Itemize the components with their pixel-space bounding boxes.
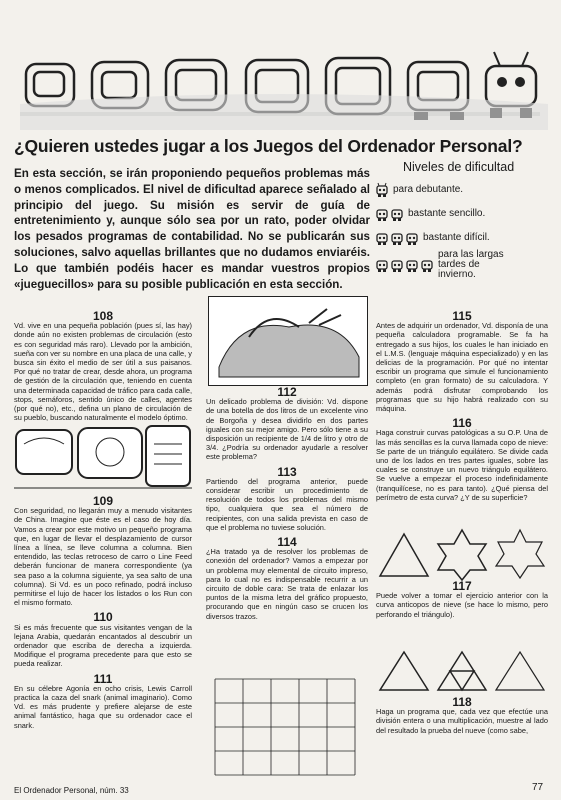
robot-icon-group: [375, 206, 404, 222]
problem-number: 117: [452, 579, 472, 593]
snowflake-figures: [376, 522, 548, 582]
page-title: ¿Quieren ustedes jugar a los Juegos del Ordenador Personal?: [14, 136, 523, 156]
column-left: [14, 309, 192, 423]
robot-icon: [390, 206, 404, 222]
problem-110-text: Si es más frecuente que sus visitantes vengan de la lejana Arabia, quedarán encantados al descubrir un ordenador que escriba de derecha a izquierda. Modifique el programa precedente para que esto se pueda realizar.: [14, 622, 192, 669]
problem-number: 116: [452, 416, 472, 431]
anti-snowflake-figures: [376, 648, 548, 694]
robot-icon: [390, 257, 404, 273]
problem-109-text: Con seguridad, no llegarán muy a menudo visitantes de China. Imagine que éste es el caso de hoy día. Vamos a crear por este motivo un pequeño programa que, en lugar de llevar el desplazamiento de cursor línea a línea, se lleve columna a columna. Bien entendido, las teclas retroceso de carro o Line Feed deberán funcionar de manera correspondiente (ya sea paso a la columna siguiente, ya sea salto de una columna). Si Vd. es un poco refinado, podrá incluso permitirse el lujo de hacer los listados o los Run con el mismo formato.: [14, 506, 192, 608]
intro-paragraph: En esta sección, se irán proponiendo pequeños problemas más o menos complicados. El nivel de dificultad aparece señalado al principio del juego. Su misión es servir de guía de entretenimiento y, aunque sólo sea por un rato, poder olvidar los pesados programas de contabilidad. No se publicarán sus soluciones, salvo aquellas brillantes que no dudamos enviaréis. Lo que también podéis hacer es mandar vuestros propios «jueguecillos» para su posible publicación en esta sección.: [14, 167, 370, 291]
robot-icon: [375, 206, 389, 222]
levels-title: Niveles de dificultad: [403, 160, 515, 174]
column-middle: [206, 385, 368, 621]
bull-illustration: [208, 296, 368, 386]
cartoon-illustration: [14, 424, 192, 494]
level-label: para las largas tardes de invierno.: [438, 249, 504, 280]
level-3: [375, 226, 550, 250]
footer-magazine: El Ordenador Personal, núm. 33: [14, 786, 129, 795]
level-4: [375, 250, 550, 280]
robot-icon-group: [375, 230, 419, 246]
robot-icon: [375, 257, 389, 273]
problem-number: 113: [277, 464, 297, 479]
computer-evolution-banner: [20, 44, 548, 130]
page-footer: [0, 782, 561, 800]
problem-number: 112: [277, 385, 297, 399]
level-label: bastante difícil.: [423, 232, 490, 243]
problem-112-text: Un delicado problema de división: Vd. dispone de una botella de dos litros de un excelente vino de Borgoña y desea dividirlo en dos partes iguales con su mejor amigo. Pero sólo tiene a su disposición un recipiente de 1/4 de litro y otro de 3/4. ¿Podría su ordenador ayudarle a resolver este problema?: [206, 397, 368, 462]
circuit-grid: [210, 674, 360, 780]
problem-number: 108: [92, 309, 114, 323]
problem-108-text: Vd. vive en una pequeña población (pues sí, las hay) donde aún no existen problemas de circulación (esto es con seguridad más raro). Llevado por la ambición, sueña con ver su nombre en una placa de una calle, y busca sin éxito el medio de ser útil a sus paisanos. Por qué no tratar de crear, desde ahora, un programa de gestión de la circulación que, teniendo en cuenta una determinada capacidad de tráfico para cada calle, stops, semáforos, sentido único de calles, agentes (por qué no), etc., defina un plano de circulación de su pueblo, buscando naturalmente el modelo óptimo.: [14, 321, 192, 423]
problem-116-text: Haga construir curvas patológicas a su O.P. Una de las más sencillas es la curva llamada copo de nieve: Se parte de un triángulo equilátero. Se divide cada uno de los lados en tres partes iguales, sobre las cuales se construye un nuevo triángulo equilátero. Se vuelve a empezar el proceso indefinidamente (tranquilícese, no es para tanto). ¿Qué piensa del perímetro de esta curva? ¿Y de su superficie?: [376, 428, 548, 502]
robot-icon: [405, 257, 419, 273]
problem-number: 111: [93, 671, 113, 686]
robot-icon-group: [375, 257, 434, 273]
problem-118-text: Haga un programa que, cada vez que efectúe una división entera o una multiplicación, muestre al lado del resultado la prueba del nueve (como sabe,: [376, 707, 548, 735]
page-number: 77: [532, 782, 544, 793]
robot-icon: [390, 230, 404, 246]
robot-icon-group: [375, 182, 389, 198]
column-left-b: [14, 494, 192, 730]
column-right-c: [376, 695, 548, 735]
problem-113-text: Partiendo del programa anterior, puede considerar escribir un procedimiento de resolución de todos los problemas del mismo tipo, cualquiera que sea el número de recipientes, con una salida prevista en caso de que el problema no tuviese solución.: [206, 476, 368, 532]
problem-number: 115: [452, 309, 472, 323]
column-right: [376, 309, 548, 502]
problem-number: 110: [93, 610, 113, 625]
level-label: para debutante.: [393, 184, 464, 195]
difficulty-levels: [375, 160, 550, 280]
level-label: bastante sencillo.: [408, 208, 486, 219]
robot-icon: [375, 230, 389, 246]
problem-115-text: Antes de adquirir un ordenador, Vd. disponía de una pequeña calculadora programable. Se fa ha entregado a sus hijos, los cuales le han iniciado en el L.M.S. (lenguaje máquina especializado) y en las delicias de la programación. Por qué no intentar escribir un programa que simule el funcionamiento completo (en gran formato) de su calculadora. Y además podrá disfrutar comprobando los programas que su hijo habrá realizado con su máquina.: [376, 321, 548, 414]
level-1: [375, 178, 550, 202]
problem-111-text: En su célebre Agonía en ocho crisis, Lewis Carroll practica la caza del snark (animal imaginario). Como Vd. es más prudente y prefiere alejarse de este animal fantástico, haga que su ordenador cace el snark.: [14, 683, 192, 730]
problem-number: 118: [452, 695, 472, 709]
column-right-b: [376, 579, 548, 619]
problem-number: 114: [277, 535, 297, 550]
robot-icon: [405, 230, 419, 246]
problem-number: 109: [92, 494, 114, 508]
problem-117-text: Puede volver a tomar el ejercicio anterior con la curva anticopos de nieve (se hace lo mismo, pero perforando el triángulo).: [376, 591, 548, 619]
robot-icon: [375, 182, 389, 198]
level-2: [375, 202, 550, 226]
robot-icon: [420, 257, 434, 273]
problem-114-text: ¿Ha tratado ya de resolver los problemas de conexión del ordenador? Vamos a empezar por un problema muy elemental de circuito impreso, para lo cual no es indispensable recurrir a un circuito de doble cara: Se trata de enlazar los puntos de la misma letra del gráfico propuesto, procurando que en ningún caso se crucen los diversos trazos.: [206, 547, 368, 621]
